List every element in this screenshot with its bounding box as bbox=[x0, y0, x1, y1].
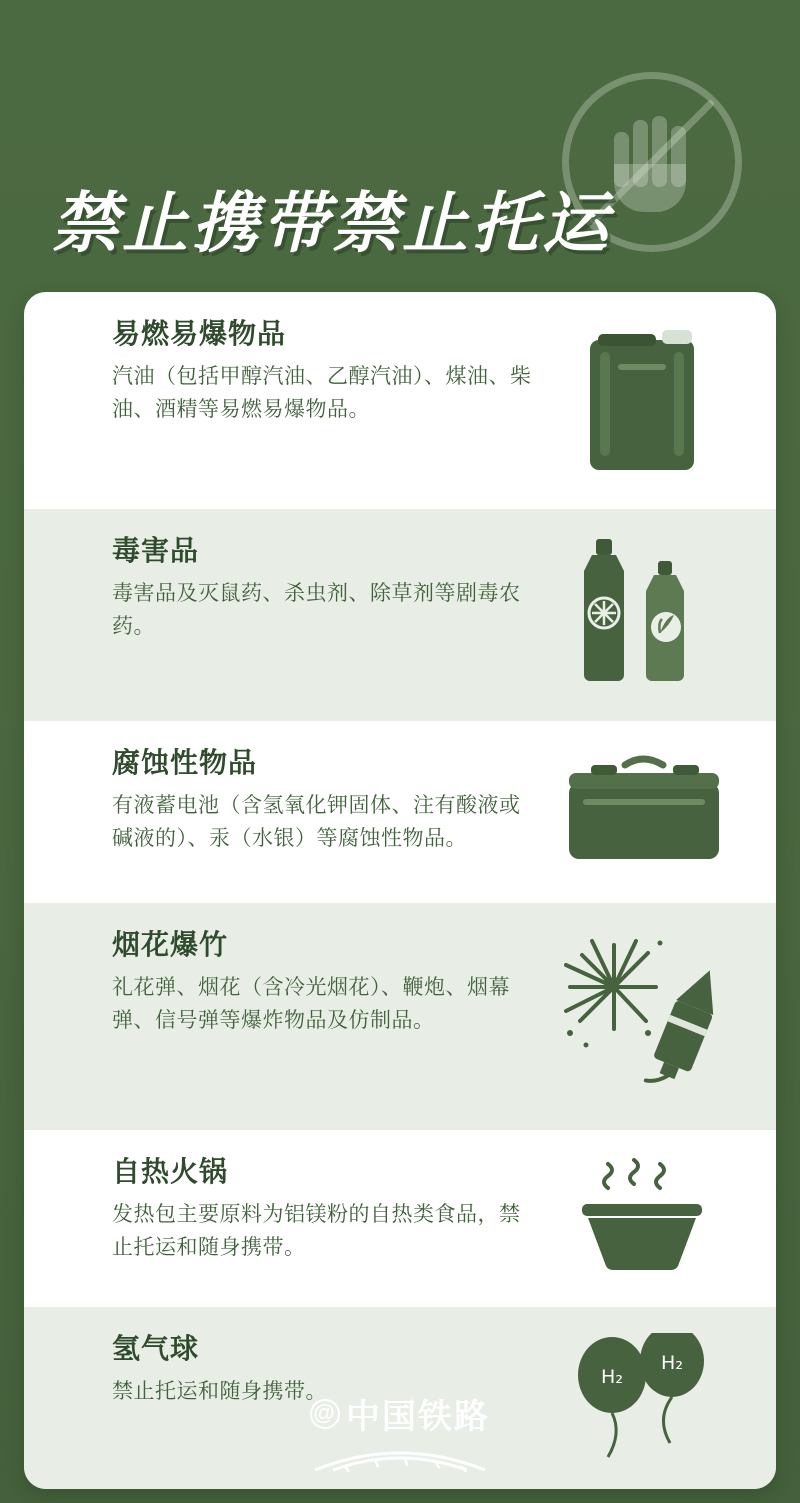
item-heading: 自热火锅 bbox=[112, 1155, 229, 1188]
item-body: 汽油（包括甲醇汽油、乙醇汽油）、煤油、柴油、酒精等易燃易爆物品。 bbox=[112, 364, 532, 421]
pesticide-bottles-icon bbox=[542, 535, 742, 695]
item-heading: 易燃易爆物品 bbox=[112, 317, 287, 350]
rails-icon bbox=[0, 1440, 800, 1479]
item-text bbox=[112, 318, 542, 425]
hot-pot-icon bbox=[542, 1156, 742, 1281]
balloon-label: H₂ bbox=[660, 1352, 683, 1374]
item-text bbox=[112, 1156, 542, 1263]
list-item bbox=[24, 1130, 776, 1307]
item-body: 禁止托运和随身携带。 bbox=[112, 1379, 327, 1404]
fireworks-icon bbox=[542, 929, 742, 1104]
brand-name: 中国铁路 bbox=[346, 1397, 490, 1437]
brand-lockup bbox=[310, 1389, 490, 1438]
footer-brand bbox=[0, 1389, 800, 1479]
item-body: 有液蓄电池（含氢氧化钾固体、注有酸液或碱液的）、汞（水银）等腐蚀性物品。 bbox=[112, 793, 521, 850]
item-heading: 腐蚀性物品 bbox=[112, 746, 258, 779]
jerry-can-icon bbox=[542, 318, 742, 483]
list-item bbox=[24, 509, 776, 721]
item-text bbox=[112, 747, 542, 854]
at-icon: @ bbox=[310, 1399, 340, 1429]
item-body: 发热包主要原料为铝镁粉的自热类食品，禁止托运和随身携带。 bbox=[112, 1202, 521, 1259]
balloon-label: H₂ bbox=[600, 1366, 623, 1388]
item-heading: 毒害品 bbox=[112, 534, 200, 567]
list-item bbox=[24, 292, 776, 509]
item-body: 礼花弹、烟花（含冷光烟花）、鞭炮、烟幕弹、信号弹等爆炸物品及仿制品。 bbox=[112, 975, 510, 1032]
item-text bbox=[112, 535, 542, 642]
item-heading: 烟花爆竹 bbox=[112, 928, 229, 961]
item-heading: 氢气球 bbox=[112, 1332, 200, 1365]
prohibited-items-card bbox=[24, 292, 776, 1489]
poster-header bbox=[0, 0, 800, 290]
car-battery-icon bbox=[542, 747, 742, 877]
item-body: 毒害品及灭鼠药、杀虫剂、除草剂等剧毒农药。 bbox=[112, 581, 521, 638]
page-title: 禁止携带禁止托运 bbox=[52, 185, 612, 262]
item-text bbox=[112, 929, 542, 1036]
list-item bbox=[24, 903, 776, 1130]
list-item bbox=[24, 721, 776, 903]
